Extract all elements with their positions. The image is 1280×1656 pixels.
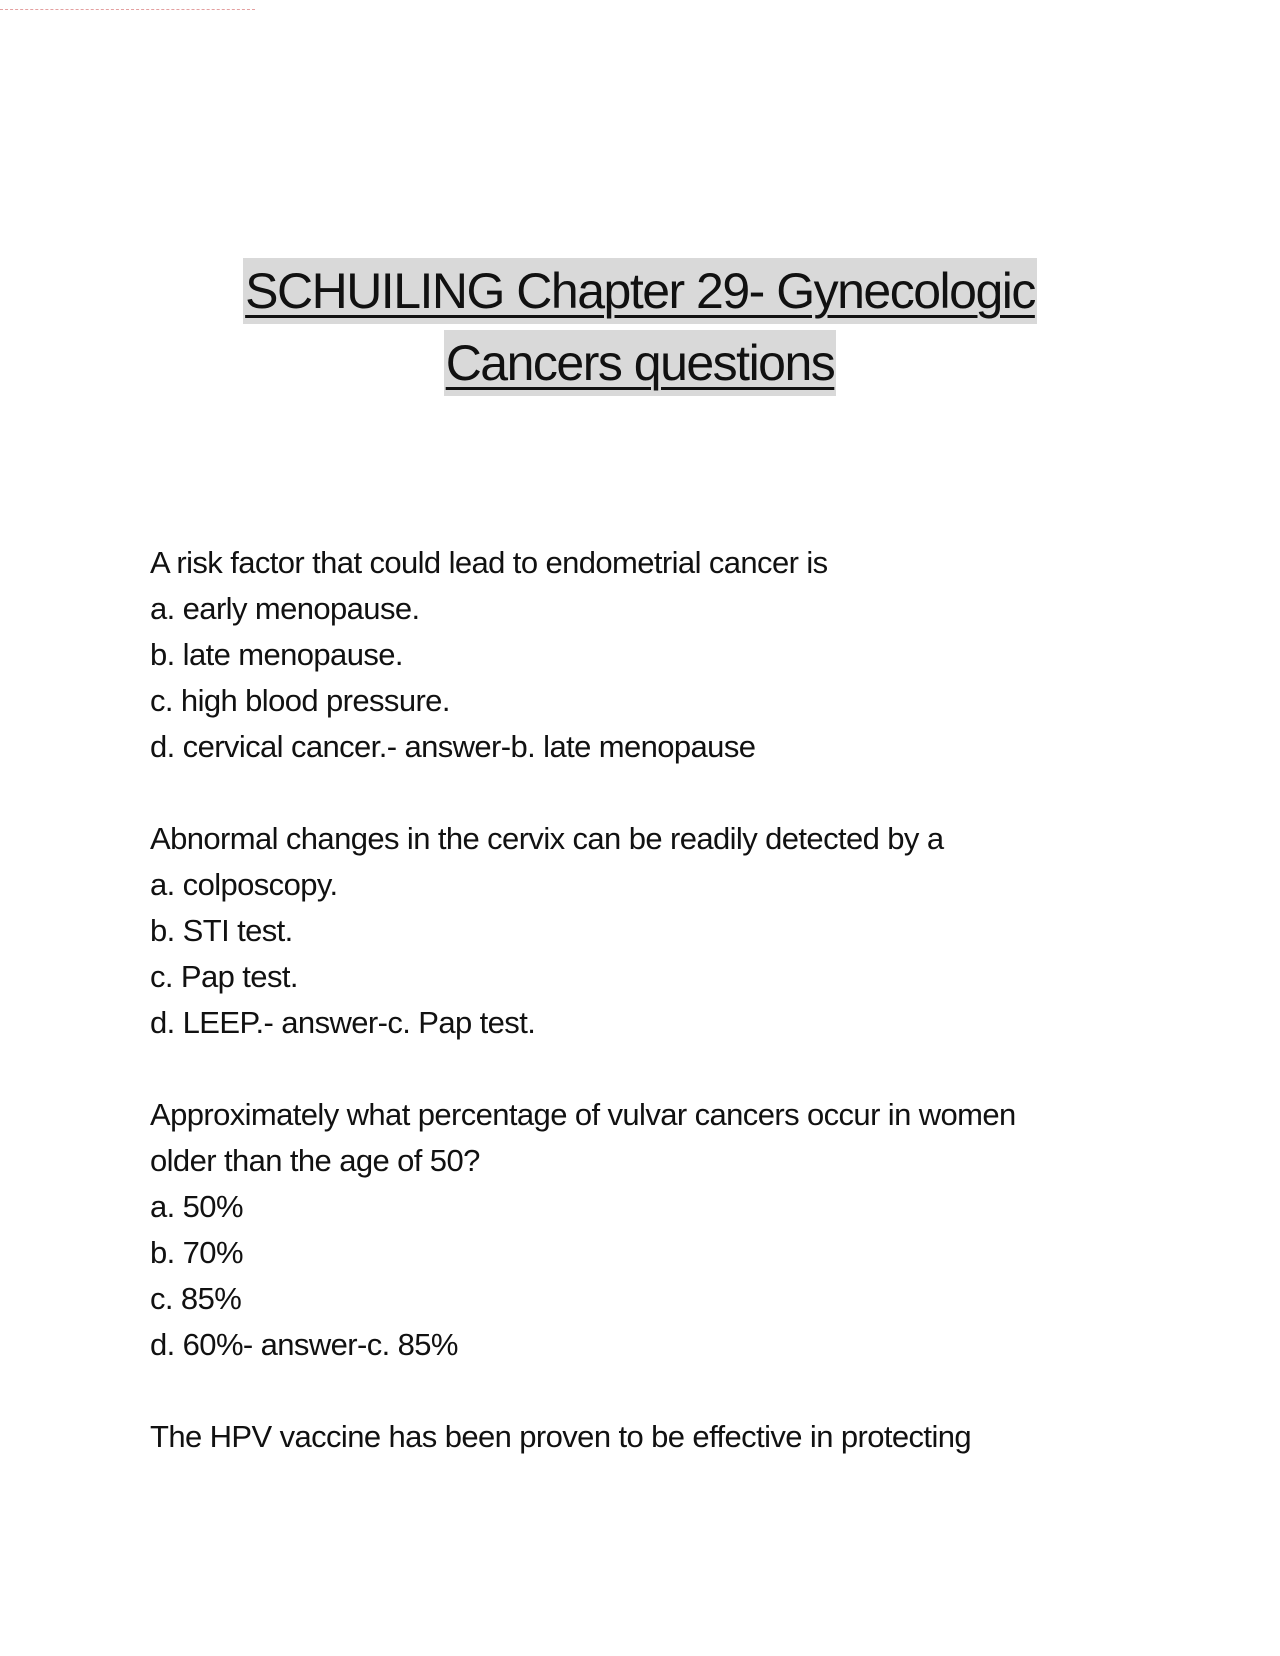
question-2 [150, 816, 1160, 1046]
question-2-option-c: c. Pap test. [150, 959, 298, 994]
question-4-stem: The HPV vaccine has been proven to be effective in protecting [150, 1419, 972, 1454]
question-3-option-a: a. 50% [150, 1189, 243, 1224]
question-1 [150, 540, 1160, 770]
question-3-stem-line-1: Approximately what percentage of vulvar cancers occur in women [150, 1097, 1016, 1132]
question-3-option-d-answer: d. 60%- answer-c. 85% [150, 1327, 458, 1362]
top-rule [0, 9, 255, 10]
title-line-2: Cancers questions [444, 330, 837, 396]
question-1-option-c: c. high blood pressure. [150, 683, 450, 718]
question-3 [150, 1092, 1160, 1368]
question-3-option-c: c. 85% [150, 1281, 242, 1316]
question-list [150, 540, 1160, 1506]
question-2-stem: Abnormal changes in the cervix can be readily detected by a [150, 821, 944, 856]
question-1-option-b: b. late menopause. [150, 637, 403, 672]
title-line-1: SCHUILING Chapter 29- Gynecologic [243, 258, 1037, 324]
question-1-stem: A risk factor that could lead to endometrial cancer is [150, 545, 828, 580]
question-2-option-d-answer: d. LEEP.- answer-c. Pap test. [150, 1005, 536, 1040]
question-2-option-a: a. colposcopy. [150, 867, 338, 902]
question-2-option-b: b. STI test. [150, 913, 293, 948]
question-4 [150, 1414, 1160, 1460]
question-1-option-d-answer: d. cervical cancer.- answer-b. late menopause [150, 729, 756, 764]
document-title [0, 258, 1280, 402]
question-1-option-a: a. early menopause. [150, 591, 420, 626]
question-3-option-b: b. 70% [150, 1235, 243, 1270]
question-3-stem-line-2: older than the age of 50? [150, 1143, 480, 1178]
